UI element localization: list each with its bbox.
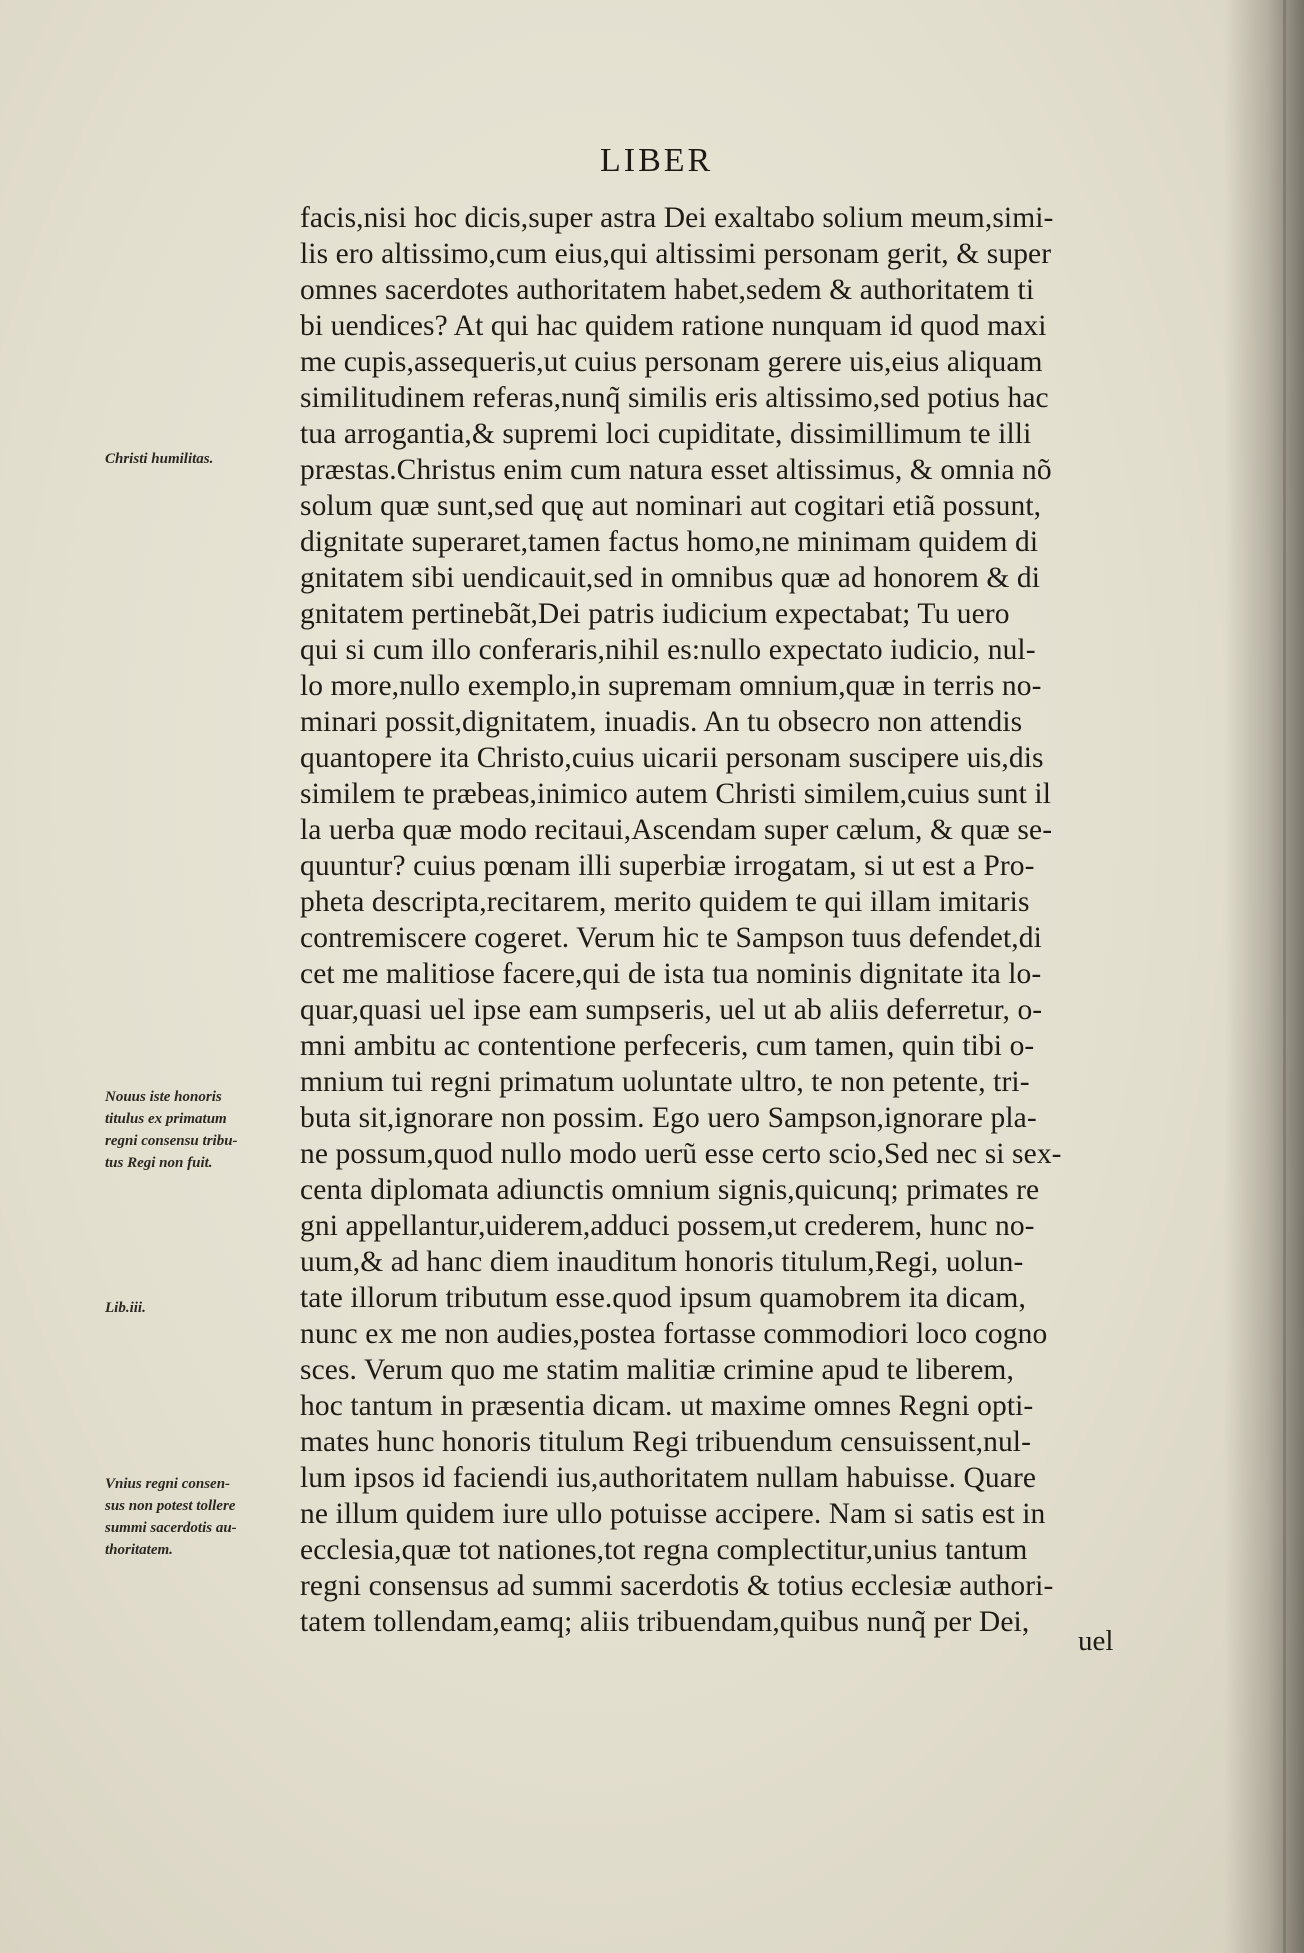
- text-line: contremiscere cogeret. Verum hic te Sampson tuus defendet,di: [300, 922, 1042, 954]
- text-line: tate illorum tributum esse.quod ipsum quamobrem ita dicam,: [300, 1282, 1026, 1314]
- text-line: lo more,nullo exemplo,in supremam omnium,quæ in terris no-: [300, 670, 1042, 702]
- text-line: minari possit,dignitatem, inuadis. An tu obsecro non attendis: [300, 706, 1023, 738]
- marginal-note-line: thoritatem.: [105, 1542, 173, 1558]
- text-line: nunc ex me non audies,postea fortasse commodiori loco cogno: [300, 1318, 1048, 1350]
- text-line: quar,quasi uel ipse eam sumpseris, uel ut ab aliis deferretur, o-: [300, 994, 1043, 1026]
- text-line: sces. Verum quo me statim malitiæ crimine apud te liberem,: [300, 1354, 1014, 1386]
- text-line: gnitatem sibi uendicauit,sed in omnibus quæ ad honorem & di: [300, 562, 1041, 594]
- text-line: centa diplomata adiunctis omnium signis,quicunq; primates re: [300, 1174, 1040, 1206]
- text-line: me cupis,assequeris,ut cuius personam gerere uis,eius aliquam: [300, 346, 1043, 378]
- text-line: similem te præbeas,inimico autem Christi similem,cuius sunt il: [300, 778, 1052, 810]
- running-head: LIBER: [600, 142, 714, 179]
- text-line: qui si cum illo conferaris,nihil es:nullo expectato iudicio, nul-: [300, 634, 1036, 666]
- text-line: mnium tui regni primatum uoluntate ultro, te non petente, tri-: [300, 1066, 1030, 1098]
- text-line: præstas.Christus enim cum natura esset altissimus, & omnia nõ: [300, 454, 1052, 486]
- text-line: quuntur? cuius pœnam illi superbiæ irrogatam, si ut est a Pro-: [300, 850, 1035, 882]
- text-line: lis ero altissimo,cum eius,qui altissimi personam gerit, & super: [300, 238, 1052, 270]
- marginal-note-line: summi sacerdotis au-: [105, 1520, 237, 1536]
- text-line: la uerba quæ modo recitaui,Ascendam super cælum, & quæ se-: [300, 814, 1053, 846]
- text-line: facis,nisi hoc dicis,super astra Dei exaltabo solium meum,simi-: [300, 202, 1054, 234]
- text-line: lum ipsos id faciendi ius,authoritatem nullam habuisse. Quare: [300, 1462, 1037, 1494]
- marginal-note-line: sus non potest tollere: [105, 1498, 236, 1514]
- text-line: pheta descripta,recitarem, merito quidem te qui illam imitaris: [300, 886, 1030, 918]
- text-line: ne illum quidem iure ullo potuisse accipere. Nam si satis est in: [300, 1498, 1046, 1530]
- text-line: omnes sacerdotes authoritatem habet,sedem & authoritatem ti: [300, 274, 1035, 306]
- main-text-block: [300, 200, 1200, 1640]
- text-line: buta sit,ignorare non possim. Ego uero Sampson,ignorare pla-: [300, 1102, 1037, 1134]
- text-line: gnitatem pertinebãt,Dei patris iudicium expectabat; Tu uero: [300, 598, 1010, 630]
- text-line: similitudinem referas,nunq̃ similis eris altissimo,sed potius hac: [300, 382, 1049, 414]
- binding-shadow: [1224, 0, 1304, 1953]
- marginal-note-line: Christi humilitas.: [105, 451, 214, 467]
- text-line: solum quæ sunt,sed quę aut nominari aut cogitari etiã possunt,: [300, 490, 1042, 522]
- text-line: ecclesia,quæ tot nationes,tot regna complectitur,unius tantum: [300, 1534, 1028, 1566]
- marginal-note-line: Vnius regni consen-: [105, 1476, 231, 1492]
- marginal-note: [105, 1297, 285, 1319]
- marginal-note-line: Lib.iii.: [105, 1300, 146, 1316]
- marginal-note-line: titulus ex primatum: [105, 1111, 227, 1127]
- text-line: tatem tollendam,eamq; aliis tribuendam,quibus nunq̃ per Dei,: [300, 1606, 1030, 1638]
- text-line: tua arrogantia,& supremi loci cupiditate, dissimillimum te illi: [300, 418, 1032, 450]
- text-line: cet me malitiose facere,qui de ista tua nominis dignitate ita lo-: [300, 958, 1042, 990]
- text-line: bi uendices? At qui hac quidem ratione nunquam id quod maxi: [300, 310, 1047, 342]
- marginal-note-line: tus Regi non fuit.: [105, 1155, 213, 1171]
- text-line: mni ambitu ac contentione perfeceris, cum tamen, quin tibi o-: [300, 1030, 1035, 1062]
- text-line: gni appellantur,uiderem,adduci possem,ut crederem, hunc no-: [300, 1210, 1035, 1242]
- text-line: regni consensus ad summi sacerdotis & totius ecclesiæ authori-: [300, 1570, 1054, 1602]
- marginal-note-line: Nouus iste honoris: [105, 1089, 222, 1105]
- marginal-note: [105, 1086, 285, 1174]
- text-line: uum,& ad hanc diem inauditum honoris titulum,Regi, uolun-: [300, 1246, 1024, 1278]
- page-edge: [1283, 0, 1286, 1953]
- text-line: quantopere ita Christo,cuius uicarii personam suscipere uis,dis: [300, 742, 1044, 774]
- text-line: mates hunc honoris titulum Regi tribuendum censuissent,nul-: [300, 1426, 1032, 1458]
- marginal-note-line: regni consensu tribu-: [105, 1133, 238, 1149]
- marginal-note: [105, 448, 285, 470]
- marginal-note: [105, 1473, 285, 1561]
- text-line: ne possum,quod nullo modo uerũ esse certo scio,Sed nec si sex-: [300, 1138, 1062, 1170]
- catchword: uel: [1078, 1625, 1114, 1657]
- text-line: dignitate superaret,tamen factus homo,ne minimam quidem di: [300, 526, 1039, 558]
- text-line: hoc tantum in præsentia dicam. ut maxime omnes Regni opti-: [300, 1390, 1034, 1422]
